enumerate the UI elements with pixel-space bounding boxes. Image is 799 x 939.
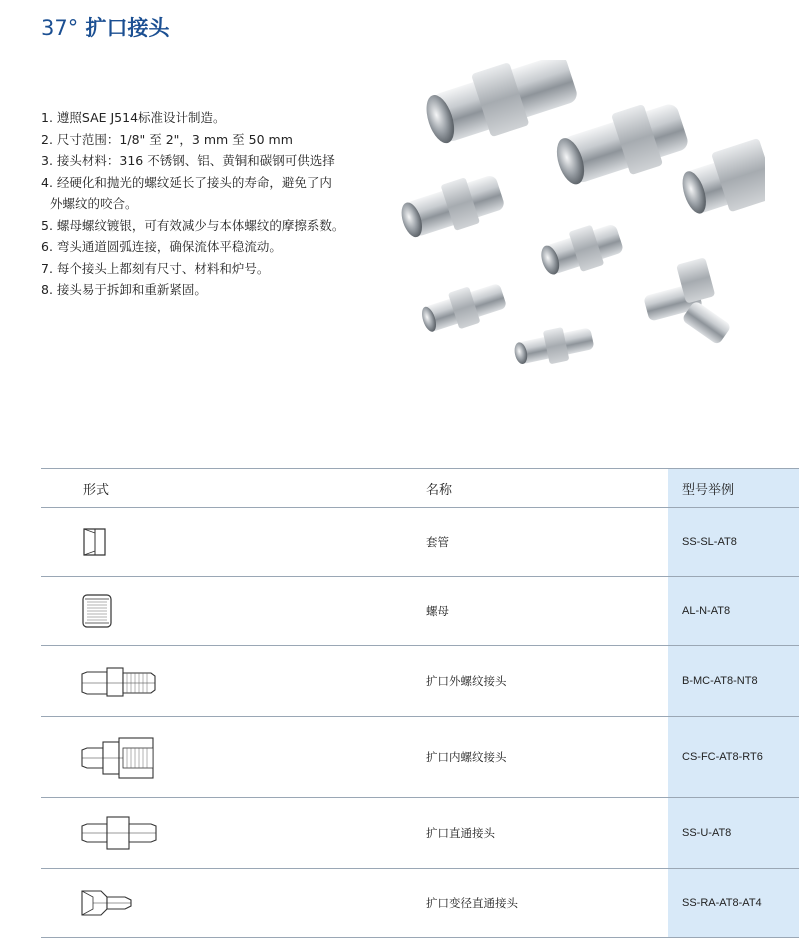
form-cell: [41, 577, 411, 646]
name-cell: 扩口直通接头: [411, 798, 668, 869]
feature-item: 1. 遵照SAE J514标准设计制造。: [41, 110, 226, 125]
form-cell: [41, 508, 411, 577]
table-row: [41, 798, 799, 869]
header-name: 名称: [411, 469, 668, 508]
feature-item: 3. 接头材料：316 不锈钢、铝、黄铜和碳钢可供选择: [41, 153, 335, 168]
feature-item-continuation: 外螺纹的咬合。: [50, 196, 138, 211]
flare-union-icon: [79, 813, 159, 853]
table-row: [41, 577, 799, 646]
feature-item: 7. 每个接头上都刻有尺寸、材料和炉号。: [41, 260, 270, 276]
feature-item: 5. 螺母螺纹镀银，可有效减少与本体螺纹的摩擦系数。: [41, 217, 345, 233]
flare-male-connector-icon: [79, 664, 159, 698]
model-cell: SS-RA-AT8-AT4: [668, 869, 799, 938]
flare-reducing-union-icon: [79, 883, 139, 923]
feature-item: 6. 弯头通道圆弧连接，确保流体平稳流动。: [41, 239, 282, 254]
table-row: [41, 646, 799, 717]
header-form: 形式: [41, 469, 411, 508]
table-header-row: [41, 469, 799, 508]
table-row: [41, 869, 799, 938]
model-cell: SS-U-AT8: [668, 798, 799, 869]
title-text: 扩口接头: [85, 16, 170, 40]
fittings-product-photo: [395, 60, 765, 380]
name-cell: 螺母: [411, 577, 668, 646]
flare-female-connector-icon: [79, 734, 159, 780]
model-cell: AL-N-AT8: [668, 577, 799, 646]
name-cell: 套管: [411, 508, 668, 577]
table-row: [41, 717, 799, 798]
spec-table: [41, 468, 799, 938]
form-cell: [41, 646, 411, 717]
model-cell: B-MC-AT8-NT8: [668, 646, 799, 717]
feature-item: 8. 接头易于拆卸和重新紧固。: [41, 282, 207, 297]
name-cell: 扩口外螺纹接头: [411, 646, 668, 717]
nut-icon: [79, 592, 119, 630]
form-cell: [41, 717, 411, 798]
title-number: 37°: [41, 16, 79, 40]
feature-item: 2. 尺寸范围：1/8" 至 2"，3 mm 至 50 mm: [41, 131, 293, 147]
page-title: [41, 12, 170, 42]
table-row: [41, 508, 799, 577]
model-cell: CS-FC-AT8-RT6: [668, 717, 799, 798]
header-model: 型号举例: [668, 469, 799, 508]
feature-list: [41, 107, 371, 301]
name-cell: 扩口变径直通接头: [411, 869, 668, 938]
model-cell: SS-SL-AT8: [668, 508, 799, 577]
form-cell: [41, 869, 411, 938]
feature-item: 4. 经硬化和抛光的螺纹延长了接头的寿命，避免了内: [41, 174, 332, 190]
sleeve-icon: [79, 525, 119, 559]
form-cell: [41, 798, 411, 869]
name-cell: 扩口内螺纹接头: [411, 717, 668, 798]
spec-table-wrapper: [41, 468, 799, 938]
